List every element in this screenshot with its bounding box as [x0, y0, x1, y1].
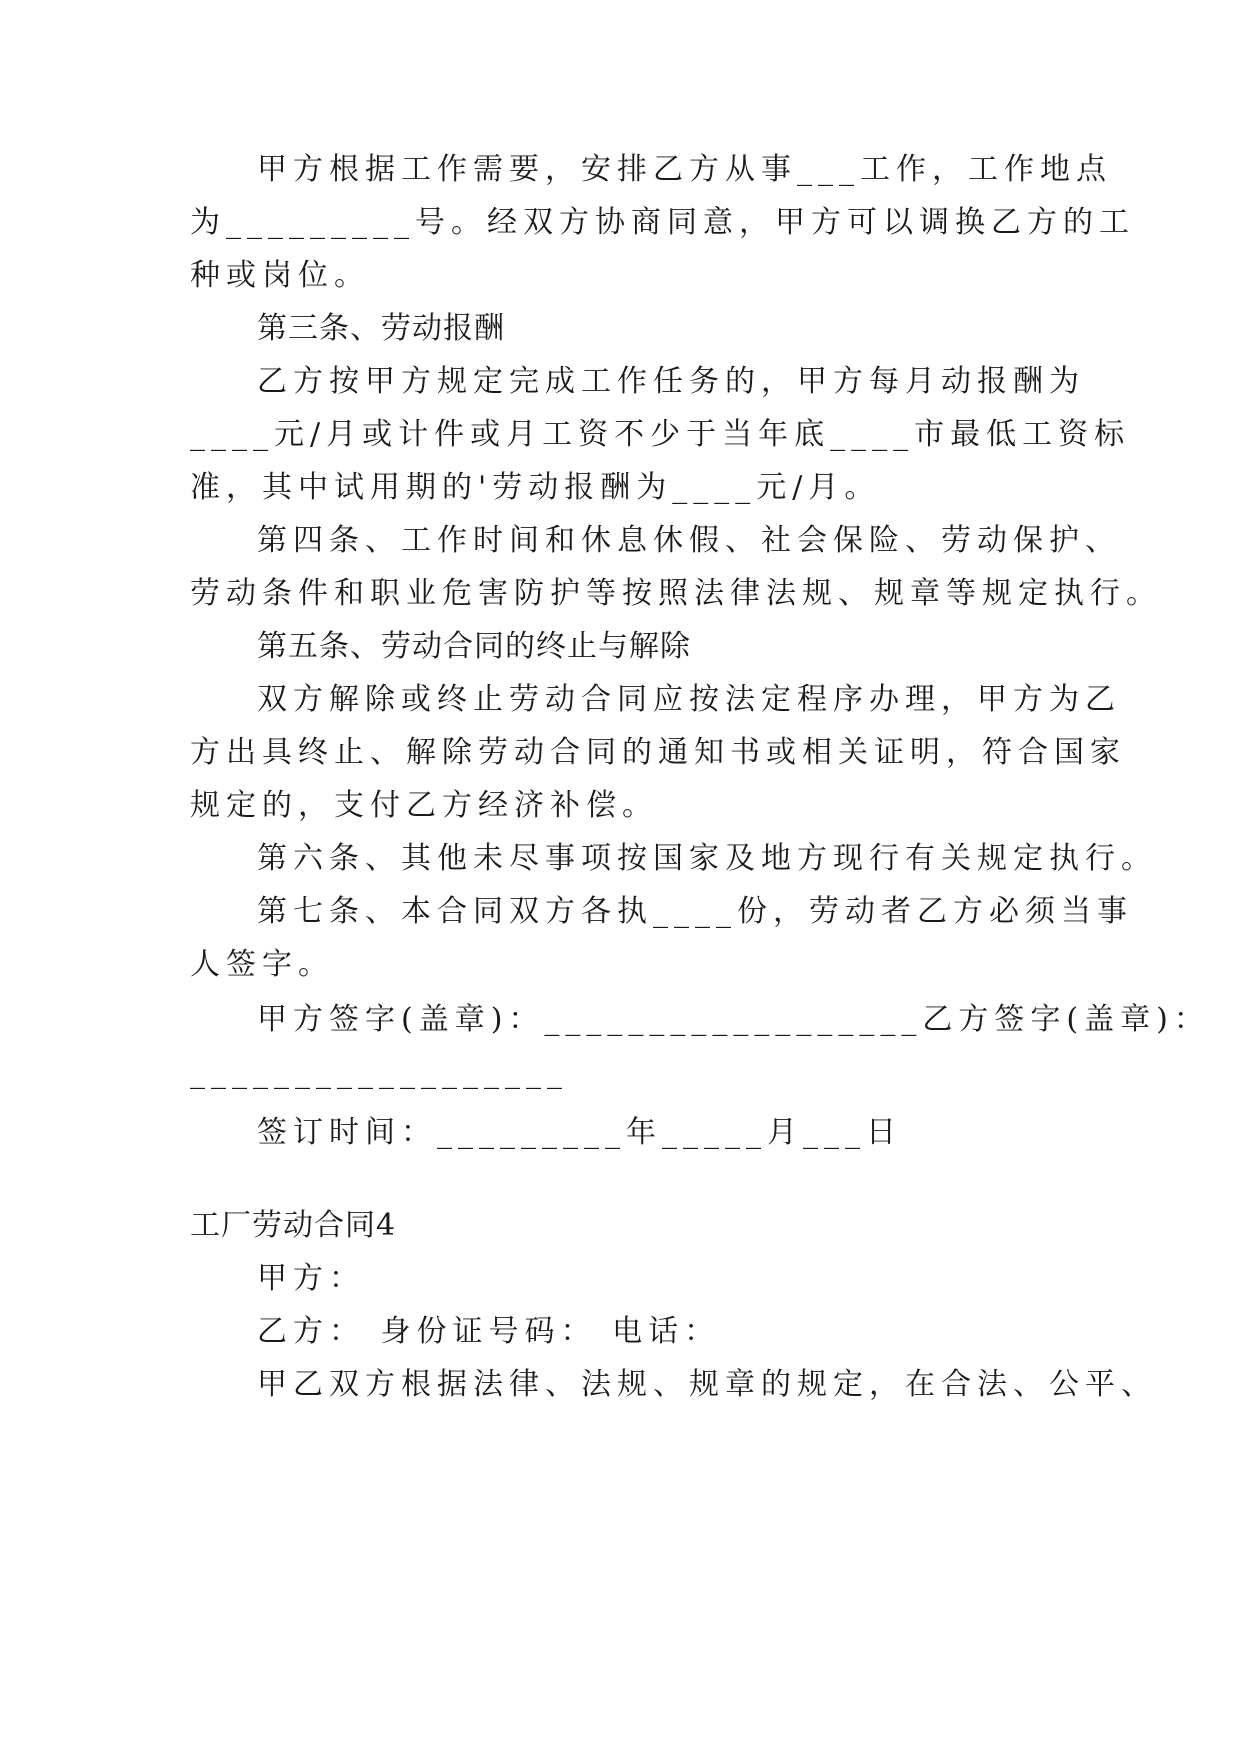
- preamble-line-1: 甲乙双方根据法律、法规、规章的规定，在合法、公平、: [257, 1367, 1157, 1402]
- signature-line-continued: __________________: [190, 1055, 568, 1090]
- article-4-line-1: 第四条、工作时间和休息休假、社会保险、劳动保护、: [257, 523, 1121, 558]
- article-7-line-2: 人签字。: [190, 947, 334, 982]
- paragraph-work-assignment-line-1: 甲方根据工作需要，安排乙方从事___工作，工作地点: [257, 152, 1112, 187]
- paragraph-work-assignment-line-2: 为_________号。经双方协商同意，甲方可以调换乙方的工: [190, 205, 1135, 240]
- paragraph-work-assignment-line-3: 种或岗位。: [190, 258, 370, 293]
- paragraph-remuneration-line-3: 准，其中试用期的'劳动报酬为____元/月。: [190, 470, 881, 505]
- paragraph-termination-line-3: 规定的，支付乙方经济补偿。: [190, 788, 658, 823]
- paragraph-remuneration-line-1: 乙方按甲方规定完成工作任务的，甲方每月动报酬为: [257, 364, 1085, 399]
- paragraph-remuneration-line-2: ____元/月或计件或月工资不少于当年底____市最低工资标: [190, 417, 1131, 452]
- article-5-heading: 第五条、劳动合同的终止与解除: [257, 629, 691, 664]
- article-7-line-1: 第七条、本合同双方各执____份，劳动者乙方必须当事: [257, 894, 1133, 929]
- article-6: 第六条、其他未尽事项按国家及地方现行有关规定执行。: [257, 841, 1157, 876]
- paragraph-termination-line-2: 方出具终止、解除劳动合同的通知书或相关证明，符合国家: [190, 735, 1126, 770]
- party-b-line: 乙方： 身份证号码： 电话：: [257, 1314, 721, 1349]
- article-4-line-2: 劳动条件和职业危害防护等按照法律法规、规章等规定执行。: [190, 576, 1162, 611]
- signing-date-line: 签订时间：_________年_____月___日: [257, 1115, 902, 1150]
- party-a-line: 甲方：: [257, 1261, 365, 1296]
- article-3-heading: 第三条、劳动报酬: [257, 311, 505, 346]
- section-title-factory-contract-4: 工厂劳动合同4: [190, 1208, 397, 1243]
- paragraph-termination-line-1: 双方解除或终止劳动合同应按法定程序办理，甲方为乙: [257, 682, 1121, 717]
- signature-line: 甲方签字(盖章)：__________________乙方签字(盖章)：: [257, 1002, 1210, 1037]
